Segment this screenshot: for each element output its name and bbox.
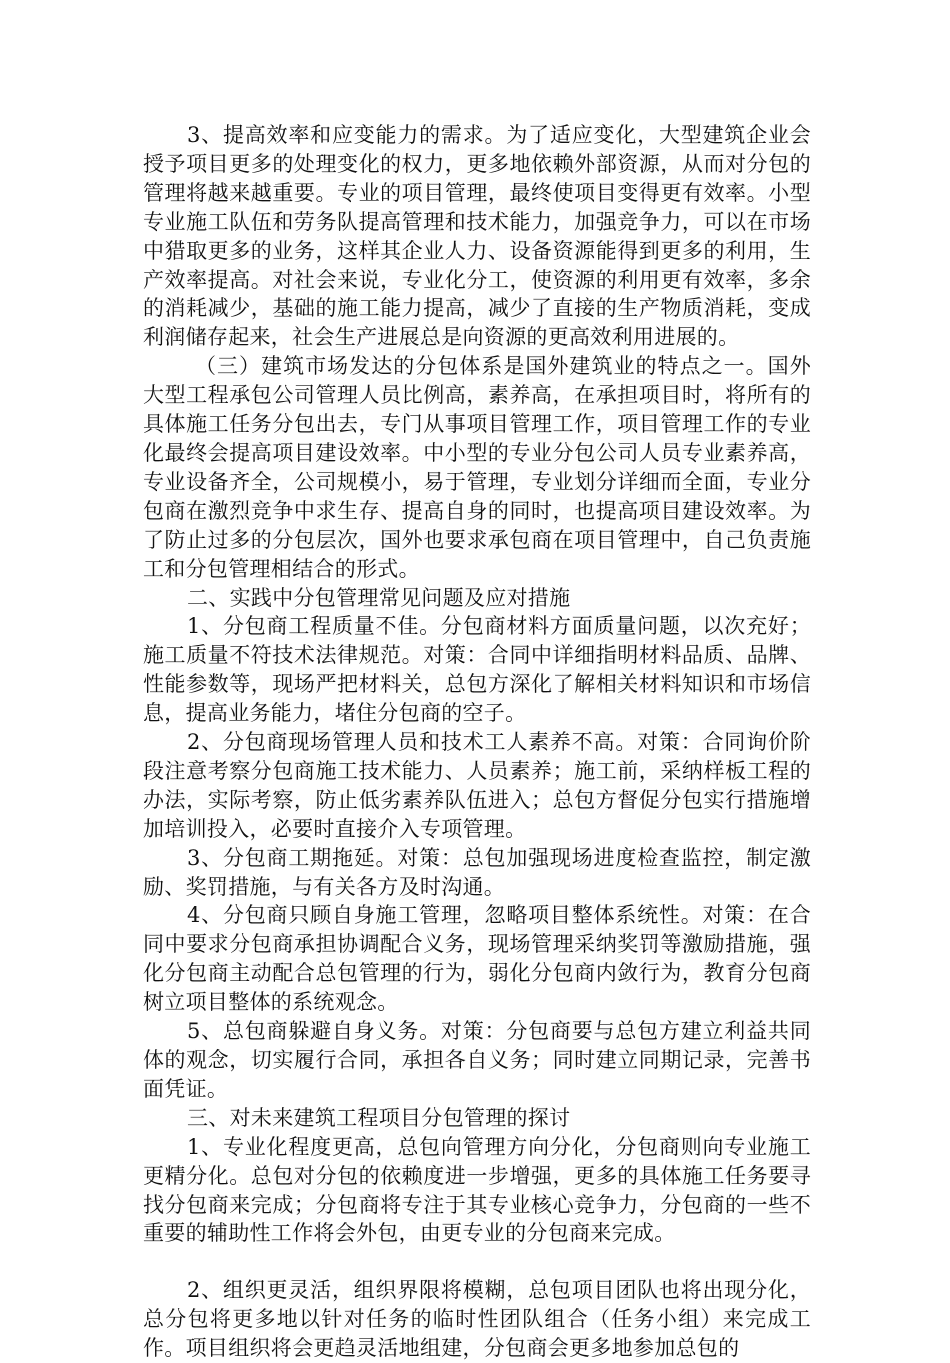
paragraph-system-coordination: 4、分包商只顾自身施工管理，忽略项目整体系统性。对策：在合同中要求分包商承担协调配合义务，现场管理采纳奖罚等激励措施，强化分包商主动配合总包管理的行为，弱化分包商内敛行为，教育分包商树立项目整体的系统观念。	[143, 903, 811, 1015]
section-heading-future-discussion: 三、对未来建筑工程项目分包管理的探讨	[187, 1105, 571, 1130]
section-heading-common-problems: 二、实践中分包管理常见问题及应对措施	[187, 585, 571, 610]
paragraph-quality-issue: 1、分包商工程质量不佳。分包商材料方面质量问题，以次充好；施工质量不符技术法律规范。对策：合同中详细指明材料品质、品牌、性能参数等，现场严把材料关，总包方深化了解相关材料知识和市场信息，提高业务能力，堵住分包商的空子。	[143, 614, 811, 726]
paragraph-general-contractor-duty: 5、总包商躲避自身义务。对策：分包商要与总包方建立利益共同体的观念，切实履行合同，承担各自义务；同时建立同期记录，完善书面凭证。	[143, 1019, 811, 1101]
paragraph-specialization: 1、专业化程度更高，总包向管理方向分化，分包商则向专业施工更精分化。总包对分包的依赖度进一步增强，更多的具体施工任务要寻找分包商来完成；分包商将专注于其专业核心竞争力，分包商的一些不重要的辅助性工作将会外包，由更专业的分包商来完成。	[143, 1134, 811, 1246]
paragraph-foreign-subcontract-system: （三）建筑市场发达的分包体系是国外建筑业的特点之一。国外大型工程承包公司管理人员比例高，素养高，在承担项目时，将所有的具体施工任务分包出去，专门从事项目管理工作，项目管理工作的专业化最终会提高项目建设效率。中小型的专业分包公司人员专业素养高，专业设备齐全，公司规模小，易于管理，专业划分详细而全面，专业分包商在激烈竞争中求生存、提高自身的同时，也提高项目建设效率。为了防止过多的分包层次，国外也要求承包商在项目管理中，自己负责施工和分包管理相结合的形式。	[143, 354, 811, 581]
paragraph-schedule-delay: 3、分包商工期拖延。对策：总包加强现场进度检查监控，制定激励、奖罚措施，与有关各方及时沟通。	[143, 845, 811, 899]
paragraph-personnel-issue: 2、分包商现场管理人员和技术工人素养不高。对策：合同询价阶段注意考察分包商施工技术能力、人员素养；施工前，采纳样板工程的办法，实际考察，防止低劣素养队伍进入；总包方督促分包实行措施增加培训投入，必要时直接介入专项管理。	[143, 730, 811, 841]
paragraph-efficiency-demand: 3、提高效率和应变能力的需求。为了适应变化，大型建筑企业会授予项目更多的处理变化的权力，更多地依赖外部资源，从而对分包的管理将越来越重要。专业的项目管理，最终使项目变得更有效率。小型专业施工队伍和劳务队提高管理和技术能力，加强竞争力，可以在市场中猎取更多的业务，这样其企业人力、设备资源能得到更多的利用，生产效率提高。对社会来说，专业化分工，使资源的利用更有效率，多余的消耗减少，基础的施工能力提高，减少了直接的生产物质消耗，变成利润储存起来，社会生产进展总是向资源的更高效利用进展的。	[143, 123, 811, 350]
paragraph-gap	[143, 1248, 811, 1276]
paragraph-flexible-organization: 2、组织更灵活，组织界限将模糊，总包项目团队也将出现分化，总分包将更多地以针对任务的临时性团队组合（任务小组）来完成工作。项目组织将会更趋灵活地组建，分包商会更多地参加总包的	[143, 1278, 811, 1361]
document-body	[143, 121, 811, 1363]
